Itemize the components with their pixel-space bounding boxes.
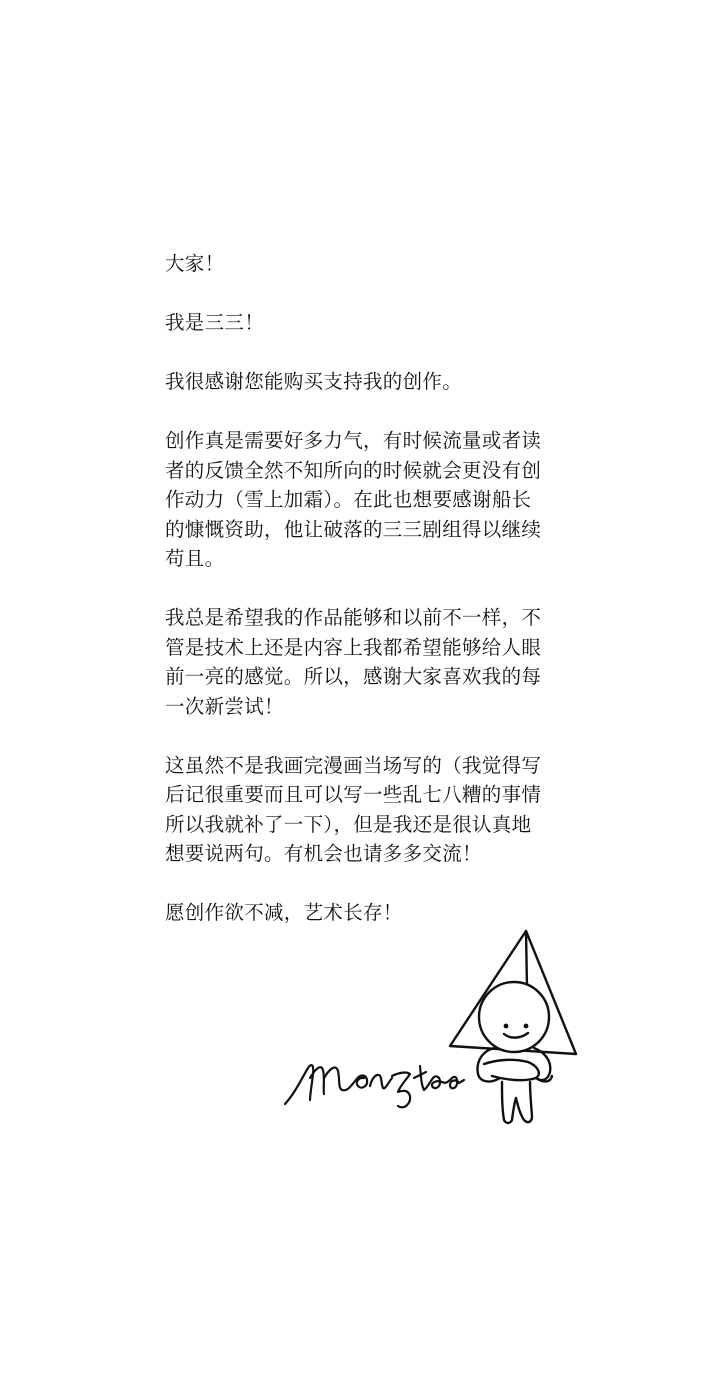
new-attempts-paragraph: 我总是希望我的作品能够和以前不一样，不 管是技术上还是内容上我都希望能够给人眼 前一亮的感觉。所以，感谢大家喜欢我的每 一次新尝试！ [165,606,542,718]
self-intro-paragraph: 我是三三！ [165,311,265,334]
afterword-letter [165,249,585,957]
handwritten-signature-icon [285,1065,464,1107]
creation-effort-paragraph: 创作真是需要好多力气，有时候流量或者读 者的反馈全然不知所向的时候就会更没有创 作动力（雪上加霜）。在此也想要感谢船长 的慷慨资助，他让破落的三三剧组得以继续 苟且。 [165,429,542,570]
greeting-paragraph: 大家！ [165,252,225,275]
closing-wish-paragraph: 愿创作欲不减，艺术长存！ [165,901,403,924]
signature-drawing [280,928,590,1138]
afterword-note-paragraph: 这虽然不是我画完漫画当场写的（我觉得写 后记很重要而且可以写一些乱七八糟的事情 所以我就补了一下），但是我还是很认真地 想要说两句。有机会也请多多交流！ [165,753,542,865]
thanks-paragraph: 我很感谢您能购买支持我的创作。 [165,370,463,393]
pyramid-hat-character-icon [450,931,576,1123]
